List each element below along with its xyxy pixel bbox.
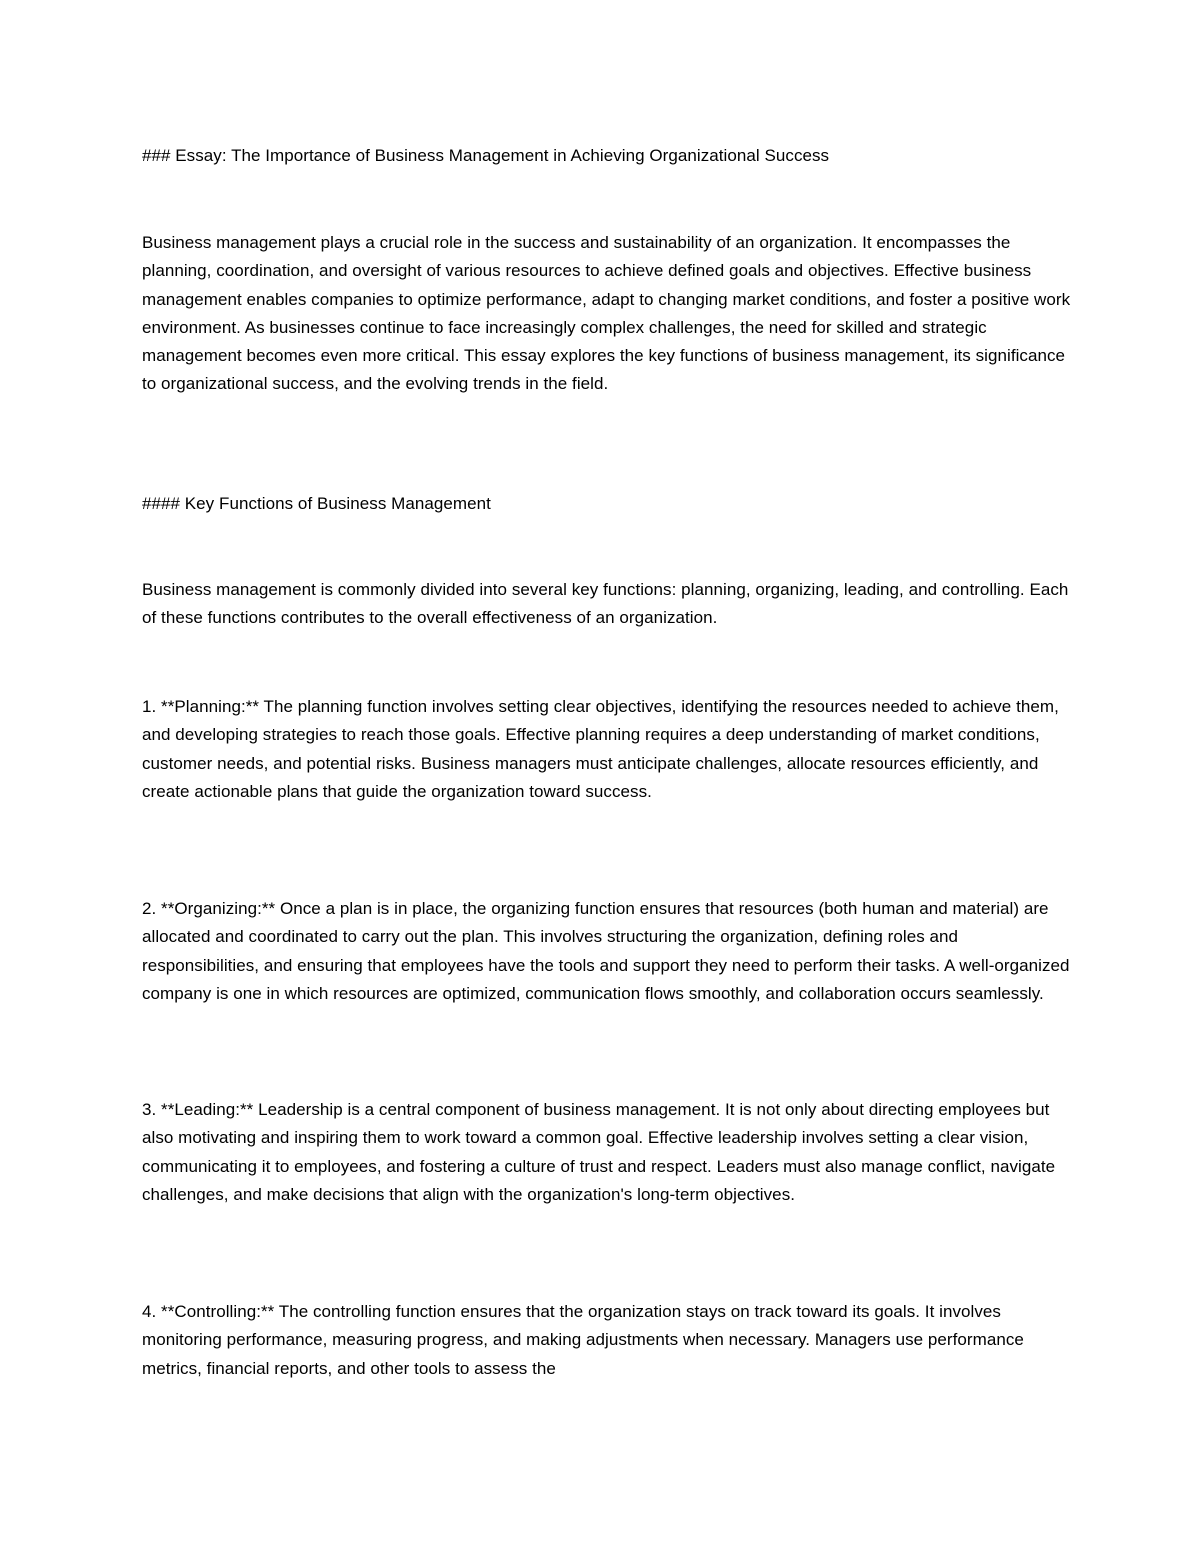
- function-planning-paragraph: 1. **Planning:** The planning function involves setting clear objectives, identifying the resources needed to achieve them, and developing strategies to reach those goals. Effective planning requires a deep understanding of market conditions, customer needs, and potential risks. Business managers must anticipate challenges, allocate resources efficiently, and create actionable plans that guide the organization toward success.: [142, 697, 1059, 801]
- function-leading-paragraph: 3. **Leading:** Leadership is a central component of business management. It is not only about directing employees but also motivating and inspiring them to work toward a common goal. Effective leadership involves setting a clear vision, communicating it to employees, and fostering a culture of trust and respect. Leaders must also manage conflict, navigate challenges, and make decisions that align with the organization's long-term objectives.: [142, 1100, 1056, 1204]
- essay-title: ### Essay: The Importance of Business Management in Achieving Organizational Success: [142, 146, 830, 165]
- intro-paragraph: Business management plays a crucial role in the success and sustainability of an organization. It encompasses the planning, coordination, and oversight of various resources to achieve defined goals and objectives. Effective business management enables companies to optimize performance, adapt to changing market conditions, and foster a positive work environment. As businesses continue to face increasingly complex challenges, the need for skilled and strategic management becomes even more critical. This essay explores the key functions of business management, its significance to organizational success, and the evolving trends in the field.: [142, 233, 1071, 394]
- function-controlling-paragraph: 4. **Controlling:** The controlling function ensures that the organization stays on track toward its goals. It involves monitoring performance, measuring progress, and making adjustments when necessary. Managers use performance metrics, financial reports, and other tools to assess the: [142, 1302, 1024, 1378]
- function-organizing-paragraph: 2. **Organizing:** Once a plan is in place, the organizing function ensures that resources (both human and material) are allocated and coordinated to carry out the plan. This involves structuring the organization, defining roles and responsibilities, and ensuring that employees have the tools and support they need to perform their tasks. A well-organized company is one in which resources are optimized, communication flows smoothly, and collaboration occurs seamlessly.: [142, 899, 1070, 1003]
- section-intro-paragraph: Business management is commonly divided into several key functions: planning, organizing, leading, and controlling. Each of these functions contributes to the overall effectiveness of an organization.: [142, 580, 1069, 628]
- section-heading: #### Key Functions of Business Management: [142, 494, 491, 513]
